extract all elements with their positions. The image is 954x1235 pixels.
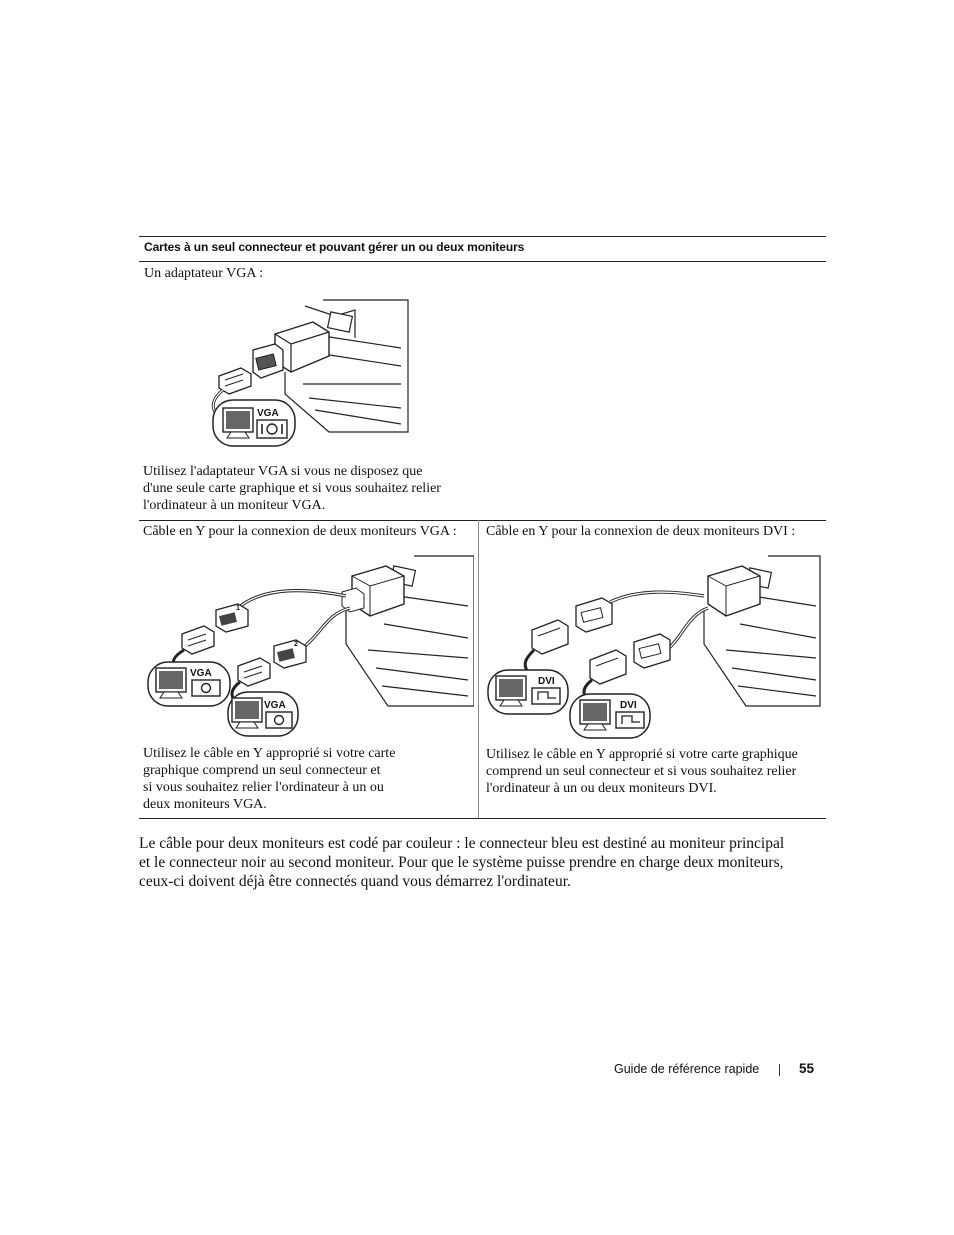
connector-mark-2: 2 — [294, 641, 298, 648]
row-separator — [139, 520, 826, 521]
footer-guide-title: Guide de référence rapide — [614, 1062, 760, 1076]
vga-y-cable-description: Utilisez le câble en Y approprié si votre carte graphique comprend un seul connecteur et si vous souhaitez relier l'ordinateur à un ou deux moniteurs VGA. — [143, 746, 396, 812]
footer-separator — [779, 1064, 780, 1076]
page-number: 55 — [799, 1061, 815, 1076]
vga-y-cable-illustration — [146, 554, 474, 740]
body-paragraph: Le câble pour deux moniteurs est codé par couleur : le connecteur bleu est destiné au moniteur principal et le connecteur noir au second moniteur. Pour que le système puisse prendre en charge deux moniteurs, ceux-ci doivent déjà être connectés quand vous démarrez l'ordinateur. — [139, 835, 785, 890]
dvi-y-cable-illustration — [486, 554, 822, 740]
column-separator — [478, 520, 479, 818]
table-title: Cartes à un seul connecteur et pouvant gérer un ou deux moniteurs — [144, 240, 525, 254]
dvi-y-cable-caption: Câble en Y pour la connexion de deux moniteurs DVI : — [486, 524, 796, 539]
dvi-y-cable-description: Utilisez le câble en Y approprié si votre carte graphique comprend un seul connecteur et si vous souhaitez relier l'ordinateur à un ou deux moniteurs DVI. — [486, 747, 798, 796]
connector-mark-1: 1 — [236, 605, 240, 612]
vga-adapter-monitor-label: VGA — [257, 408, 279, 419]
table-top-rule — [139, 236, 826, 237]
vga-adapter-description: Utilisez l'adaptateur VGA si vous ne disposez que d'une seule carte graphique et si vous souhaitez relier l'ordinateur à un moniteur VGA. — [143, 464, 441, 513]
dvi-y-monitor-label-1: DVI — [538, 676, 555, 687]
dvi-y-monitor-label-2: DVI — [620, 700, 637, 711]
vga-adapter-illustration — [205, 298, 420, 450]
vga-y-cable-caption: Câble en Y pour la connexion de deux moniteurs VGA : — [143, 524, 457, 539]
table-bottom-rule — [139, 818, 826, 819]
table-header-rule — [139, 261, 826, 262]
vga-y-monitor-label-1: VGA — [190, 668, 212, 679]
vga-adapter-caption: Un adaptateur VGA : — [144, 266, 264, 281]
vga-y-monitor-label-2: VGA — [264, 700, 286, 711]
